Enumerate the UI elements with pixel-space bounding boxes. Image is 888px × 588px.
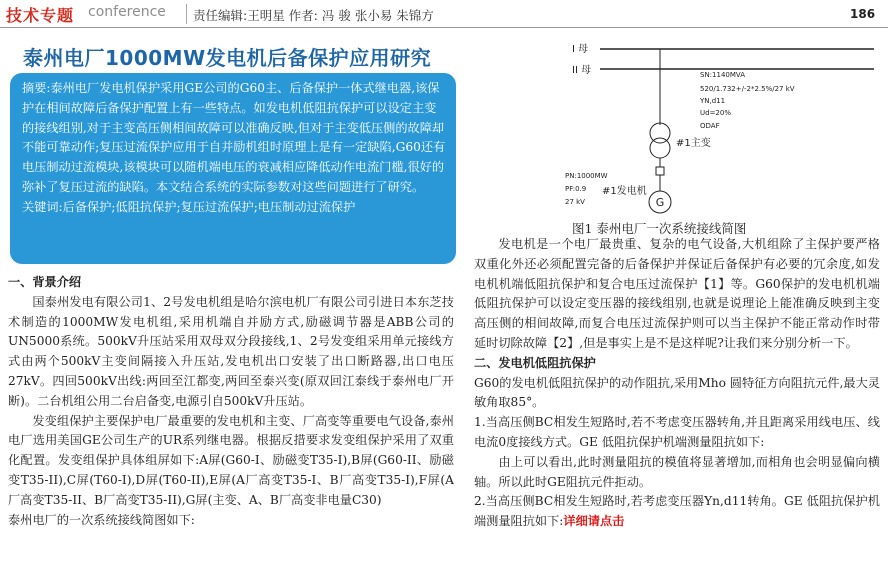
left-column: [8, 273, 454, 530]
generator-param: PN:1000MW: [565, 172, 608, 180]
transformer-param: Ud=20%: [700, 109, 731, 117]
transformer-param: YN,d11: [700, 97, 726, 105]
bus-2-label: II 母: [572, 65, 592, 76]
paragraph: [474, 492, 880, 532]
single-line-diagram: [560, 40, 880, 215]
transformer-param: 520/1.732+/-2*2.5%/27 kV: [700, 85, 795, 93]
paragraph: 泰州电厂的一次系统接线简图如下:: [8, 512, 195, 527]
transformer-params: [699, 71, 795, 130]
generator-label: #1发电机: [602, 186, 647, 197]
detail-link[interactable]: 详细请点击: [563, 514, 625, 529]
keywords: 关键词:后备保护;低阻抗保护;复压过流保护;电压制动过流保护: [22, 199, 356, 214]
editor-authors: 责任编辑:王明星 作者: 冯 骏 张小易 朱锦方: [193, 8, 434, 23]
bus-1-label: I 母: [572, 44, 589, 55]
transformer-label: #1主变: [676, 138, 711, 149]
transformer-winding-hv: [650, 123, 670, 143]
paragraph: 发变组保护主要保护电厂最重要的发电机和主变、厂高变等重要电气设备,泰州电厂选用美国GE公司生产的UR系列继电器。根据反措要求发变组保护采用了双重化配置。发变组保护具体组屏如下:A屏(G60-I、励磁变T35-I),B屏(G60-II、励磁变T35-II),C屏(T60-I),D屏(T60-II),E屏(A厂高变T35-I、B厂高变T35-I),F屏(A厂高变T35-II、B厂高变T35-II),G屏(主变、A、B厂高变非电量C30): [8, 413, 454, 507]
transformer-param: ODAF: [700, 122, 720, 130]
section-heading: 一、背景介绍: [8, 275, 82, 289]
header-rule: [0, 27, 888, 28]
generator-param: 27 kV: [565, 198, 585, 206]
abstract-box: [10, 73, 456, 264]
paragraph: 由上可以看出,此时测量阻抗的模值将显著增加,而相角也会明显偏向横轴。所以此时GE阻抗元件拒动。: [474, 454, 880, 489]
paragraph: 1.当高压侧BC相发生短路时,若不考虑变压器转角,并且距离采用线电压、线电流0度接线方式。GE 低阻抗保护机端测量阻抗如下:: [474, 415, 880, 449]
brand-subtitle: conference: [88, 4, 166, 20]
generator-breaker: [656, 167, 664, 175]
transformer-param: SN:1140MVA: [700, 71, 746, 79]
generator-param: PF:0.9: [565, 185, 587, 193]
paragraph: 发电机是一个电厂最贵重、复杂的电气设备,大机组除了主保护要严格双重化外还必须配置完备的后备保护并保证后备保护有必要的冗余度,如发电机机端低阻抗保护和复合电压过流保护【1】等。G60保护的发电机机端低阻抗保护可以设定变压器的接线组别,也就是说理论上能准确反映到主变高压侧的相间故障,而复合电压过流保护则可以当主保护不能正常动作时带延时切除故障【2】,但是事实上是不是这样呢?让我们来分别分析一下。: [474, 237, 880, 350]
abstract-text: 摘要:泰州电厂发电机保护采用GE公司的G60主、后备保护一体式继电器,该保护在相间故障后备保护配置上有一些特点。如发电机低阻抗保护可以设定主变的接线组别,对于主变高压侧相间故障可以准确反映,但对于主变低压侧的故障却不能可靠动作;复压过流保护应用于自并励机组时原理上是有一定缺陷,G60还有电压制动过流模块,该模块可以随机端电压的衰减相应降低动作电流门槛,很好的弥补了复压过流的缺陷。本文结合系统的实际参数对这些问题进行了研究。: [22, 81, 446, 194]
right-column: [474, 235, 880, 532]
paragraph: G60的发电机低阻抗保护的动作阻抗,采用Mho 圆特征方向阻抗元件,最大灵敏角取85°。: [474, 375, 880, 410]
generator-symbol-letter: G: [655, 196, 665, 209]
page-header: [0, 0, 888, 27]
page-number: 186: [850, 7, 876, 21]
figure-caption: 图1 泰州电厂一次系统接线简图: [572, 221, 747, 236]
section-heading: 二、发电机低阻抗保护: [474, 355, 596, 370]
header-divider: [186, 4, 187, 24]
transformer-winding-lv: [650, 138, 670, 158]
paragraph: 国泰州发电有限公司1、2号发电机组是哈尔滨电机厂有限公司引进日本东芝技术制造的1000MW发电机组,采用机端自并励方式,励磁调节器是ABB公司的UN5000系统。500kV升压站采用双母双分段接线,1、2号发变组采用单元接线方式由两个500kV主变间隔接入升压站,发电机出口安装了出口断路器,出口电压27kV。四回500kV出线:两回至江都变,两回至泰兴变(原双回江泰线于泰州电厂开断)。二台机组公用二台启备变,电源引自500kV升压站。: [8, 294, 454, 408]
brand-title: 技术专题: [6, 6, 75, 25]
article-title: 泰州电厂1000MW发电机后备保护应用研究: [23, 46, 432, 70]
paragraph-text: 2.当高压侧BC相发生短路时,若考虑变压器Yn,d11转角。GE 低阻抗保护机端测量阻抗如下:: [474, 494, 880, 529]
